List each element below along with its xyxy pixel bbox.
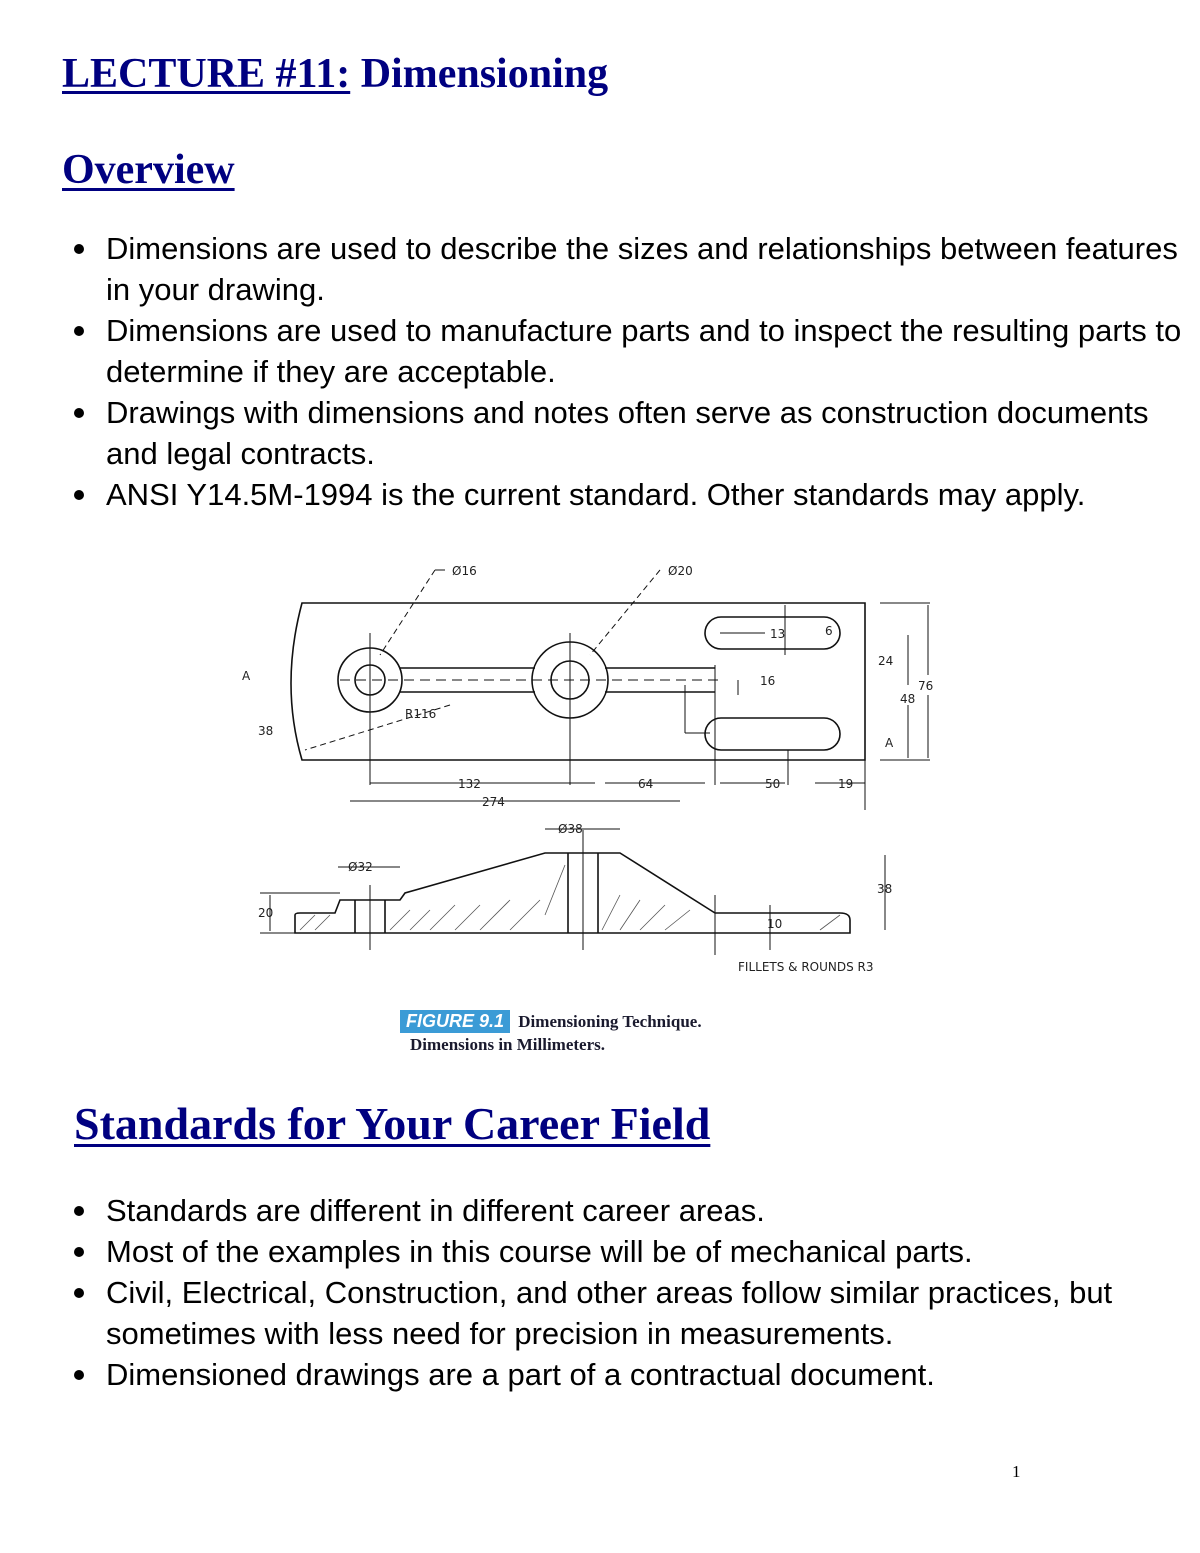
section-view [260,829,885,955]
list-item-text: Dimensions are used to manufacture parts and to inspect the resulting parts to determine if they are acceptable. [106,313,1182,389]
label-76: 76 [918,679,934,693]
list-item [62,310,1182,392]
list-item-text: Dimensions are used to describe the sizes and relationships between features in your drawing. [106,231,1178,307]
technical-drawing-figure [240,555,940,985]
list-item [62,228,1182,310]
label-d20: Ø20 [668,564,693,578]
label-64: 64 [638,777,654,791]
label-38-top: 38 [258,724,274,738]
bullet-icon [74,244,84,254]
lecture-number: LECTURE #11: [62,51,351,97]
bullet-icon [74,1288,84,1298]
list-item-text: Dimensioned drawings are a part of a contractual document. [106,1357,935,1392]
list-item [62,1272,1182,1354]
career-list [62,1190,1182,1395]
list-item-text: Drawings with dimensions and notes often serve as construction documents and legal contracts. [106,395,1149,471]
overview-heading: Overview [62,147,235,193]
section-hatching [300,865,840,930]
bullet-icon [74,326,84,336]
bullet-icon [74,490,84,500]
career-heading: Standards for Your Career Field [74,1098,711,1149]
bullet-icon [74,1370,84,1380]
bullet-icon [74,408,84,418]
page-number: 1 [1012,1462,1021,1481]
label-d32: Ø32 [348,860,373,874]
label-50: 50 [765,777,781,791]
list-item-text: Standards are different in different career areas. [106,1193,765,1228]
label-d16: Ø16 [452,564,477,578]
list-item-text: Most of the examples in this course will be of mechanical parts. [106,1234,973,1269]
list-item-text: Civil, Electrical, Construction, and other areas follow similar practices, but sometimes with less need for precision in measurements. [106,1275,1113,1351]
dimensioned-part-drawing [240,555,940,985]
list-item [62,1190,1182,1231]
label-16: 16 [760,674,776,688]
label-10: 10 [767,917,783,931]
figure-label: FIGURE 9.1 [400,1010,510,1033]
lecture-title [62,50,608,98]
label-13: 13 [770,627,786,641]
list-item [62,1354,1182,1395]
top-view [291,570,930,810]
label-section-a-right: A [885,736,894,750]
bullet-icon [74,1206,84,1216]
label-274: 274 [482,795,505,809]
label-24: 24 [878,654,894,668]
label-19: 19 [838,777,854,791]
label-r116: R116 [405,707,437,721]
list-item [62,474,1182,515]
label-48: 48 [900,692,916,706]
label-fillets-rounds: FILLETS & ROUNDS R3 [738,960,874,974]
label-38-section: 38 [877,882,893,896]
figure-caption-line-1: Dimensioning Technique. [518,1012,702,1031]
figure-caption-line-2: Dimensions in Millimeters. [410,1035,606,1054]
label-132: 132 [458,777,481,791]
lecture-topic: Dimensioning [350,51,609,97]
bullet-icon [74,1247,84,1257]
label-6: 6 [825,624,833,638]
list-item [62,1231,1182,1272]
figure-caption [400,1010,702,1055]
label-20: 20 [258,906,274,920]
list-item-text: ANSI Y14.5M-1994 is the current standard. Other standards may apply. [106,477,1086,512]
label-section-a-left: A [242,669,251,683]
label-d38: Ø38 [558,822,583,836]
overview-list [62,228,1182,515]
list-item [62,392,1182,474]
